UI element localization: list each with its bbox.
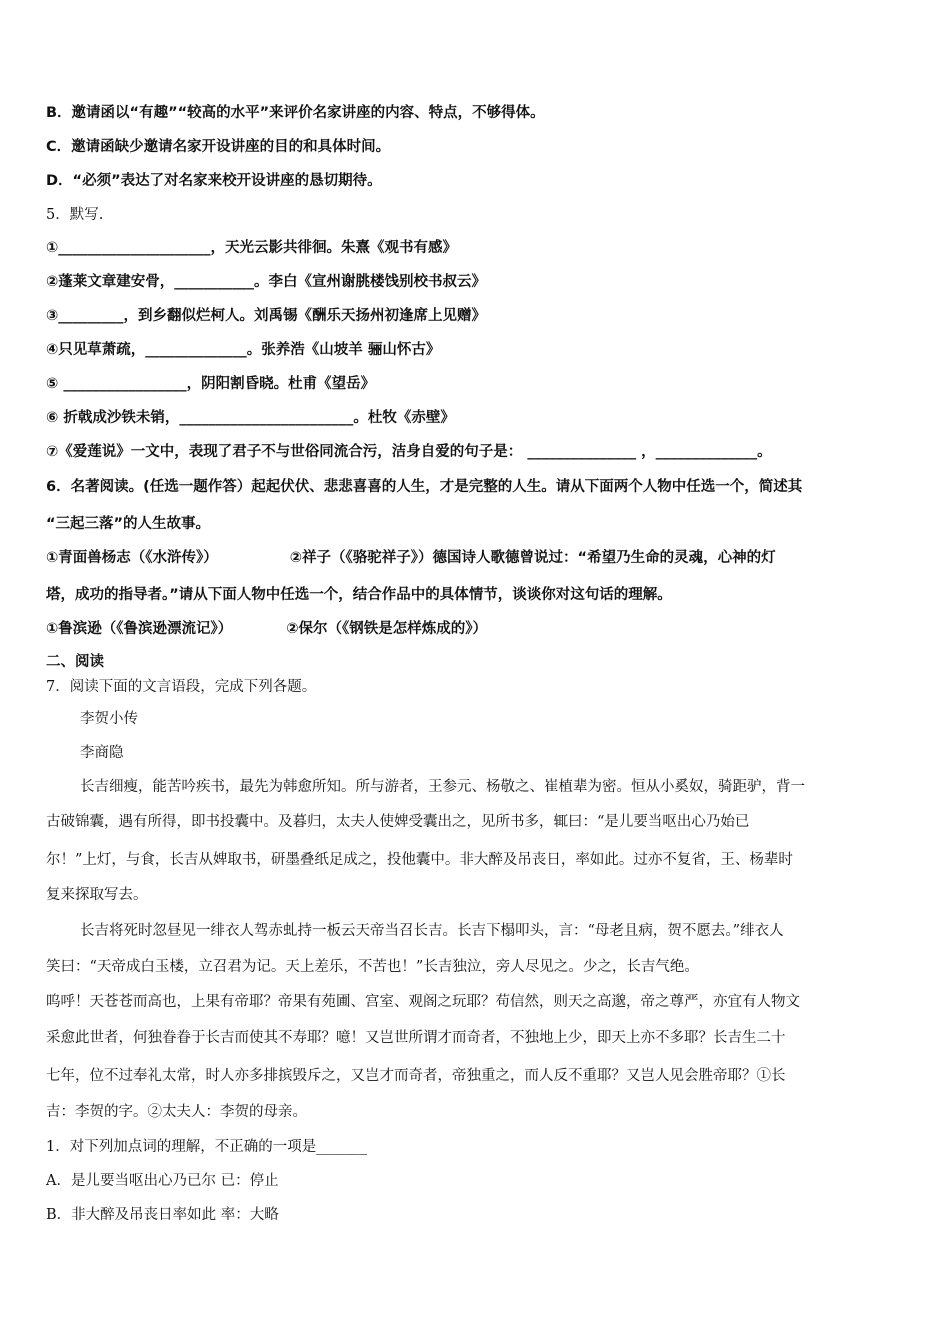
q5-line-7: ⑦《爱莲说》一文中，表现了君子不与世俗同流合污，洁身自爱的句子是： _______________ ，______________。 <box>46 444 772 460</box>
passage-line: 古破锦囊，遇有所得，即书投囊中。及暮归，太夫人使婢受囊出之，见所书多，辄曰：“是儿要当呕出心乃始已 <box>46 814 750 830</box>
q6-option-robinson: ①鲁滨逊（《鲁滨逊漂流记》） <box>46 621 233 637</box>
q6-option-paul: ②保尔（《钢铁是怎样炼成的》） <box>286 621 488 637</box>
q6-paragraph-1: 6．名著阅读。(任选一题作答）起起伏伏、悲悲喜喜的人生，才是完整的人生。请从下面两个人物中任选一个，简述其 <box>46 479 803 495</box>
sub-question-1: 1．对下列加点词的理解，不正确的一项是_______ <box>46 1139 367 1155</box>
passage-notes: 吉：李贺的字。②太夫人：李贺的母亲。 <box>46 1104 307 1120</box>
q5-line-4: ④只见草萧疏，______________。张养浩《山坡羊 骊山怀古》 <box>46 342 441 358</box>
sub-question-1-option-a: A．是儿要当呕出心乃已尔 已：停止 <box>46 1173 279 1189</box>
q6-option-yangzhi: ①青面兽杨志（《水浒传》） <box>46 550 218 566</box>
q5-line-5: ⑤ _________________，阴阳割昏晓。杜甫《望岳》 <box>46 376 376 392</box>
q7-intro: 7．阅读下面的文言语段，完成下列各题。 <box>46 679 317 695</box>
option-c: C．邀请函缺少邀请名家开设讲座的目的和具体时间。 <box>46 139 391 155</box>
q6-paragraph-3: 塔，成功的指导者。”请从下面人物中任选一个，结合作品中的具体情节，谈谈你对这句话的理解。 <box>46 587 672 603</box>
q6-options-row-2 <box>46 619 906 639</box>
q5-line-2: ②蓬莱文章建安骨，___________。李白《宣州谢朓楼饯别校书叔云》 <box>46 274 487 290</box>
q5-line-3: ③_________，到乡翻似烂柯人。刘禹锡《酬乐天扬州初逢席上见赠》 <box>46 308 487 324</box>
section-heading: 二、阅读 <box>46 654 104 670</box>
passage-line: 七年，位不过奉礼太常，时人亦多排摈毁斥之，又岂才而奇者，帝独重之，而人反不重耶？又岂人见会胜帝耶？①长 <box>46 1068 786 1084</box>
option-b: B．邀请函以“有趣”“较高的水平”来评价名家讲座的内容、特点，不够得体。 <box>46 105 545 121</box>
q6-paragraph-2: “三起三落”的人生故事。 <box>46 516 211 532</box>
passage-title: 李贺小传 <box>80 711 138 727</box>
q5-line-1: ①_____________________，天光云影共徘徊。朱熹《观书有感》 <box>46 240 458 256</box>
q5-title: 5．默写. <box>46 207 104 223</box>
passage-author: 李商隐 <box>80 745 124 761</box>
sub-question-1-option-b: B．非大醉及吊丧日率如此 率：大略 <box>46 1207 279 1223</box>
passage-line: 呜呼！天苍苍而高也，上果有帝耶？帝果有苑圃、宫室、观阁之玩耶？苟信然，则天之高邈，帝之尊严，亦宜有人物文 <box>46 994 800 1010</box>
passage-line: 尔！”上灯，与食，长吉从婢取书，研墨叠纸足成之，投他囊中。非大醉及吊丧日，率如此。过亦不复省，王、杨辈时 <box>46 852 793 868</box>
passage-line: 长吉将死时忽昼见一绯衣人驾赤虬持一板云天帝当召长吉。长吉下榻叩头，言：“母老且病，贺不愿去。”绯衣人 <box>80 923 784 939</box>
passage-line: 长吉细瘦，能苦吟疾书，最先为韩愈所知。所与游者，王参元、杨敬之、崔植辈为密。恒从小奚奴，骑距驴，背一 <box>80 779 805 795</box>
passage-line: 复来探取写去。 <box>46 887 148 903</box>
option-d: D．“必须”表达了对名家来校开设讲座的恳切期待。 <box>46 173 382 189</box>
passage-line: 笑曰：“天帝成白玉楼，立召君为记。天上差乐，不苦也！”长吉独泣，旁人尽见之。少之，长吉气绝。 <box>46 959 699 975</box>
q5-line-6: ⑥ 折戟成沙铁未销，________________________。杜牧《赤壁》 <box>46 410 455 426</box>
passage-line: 采愈此世者，何独眷眷于长吉而使其不寿耶？噫！又岂世所谓才而奇者，不独地上少，即天上亦不多耶？长吉生二十 <box>46 1030 786 1046</box>
q6-option-xiangzi: ②祥子（《骆驼祥子》）德国诗人歌德曾说过：“希望乃生命的灵魂，心神的灯 <box>289 550 776 566</box>
q6-options-row-1 <box>46 548 906 568</box>
